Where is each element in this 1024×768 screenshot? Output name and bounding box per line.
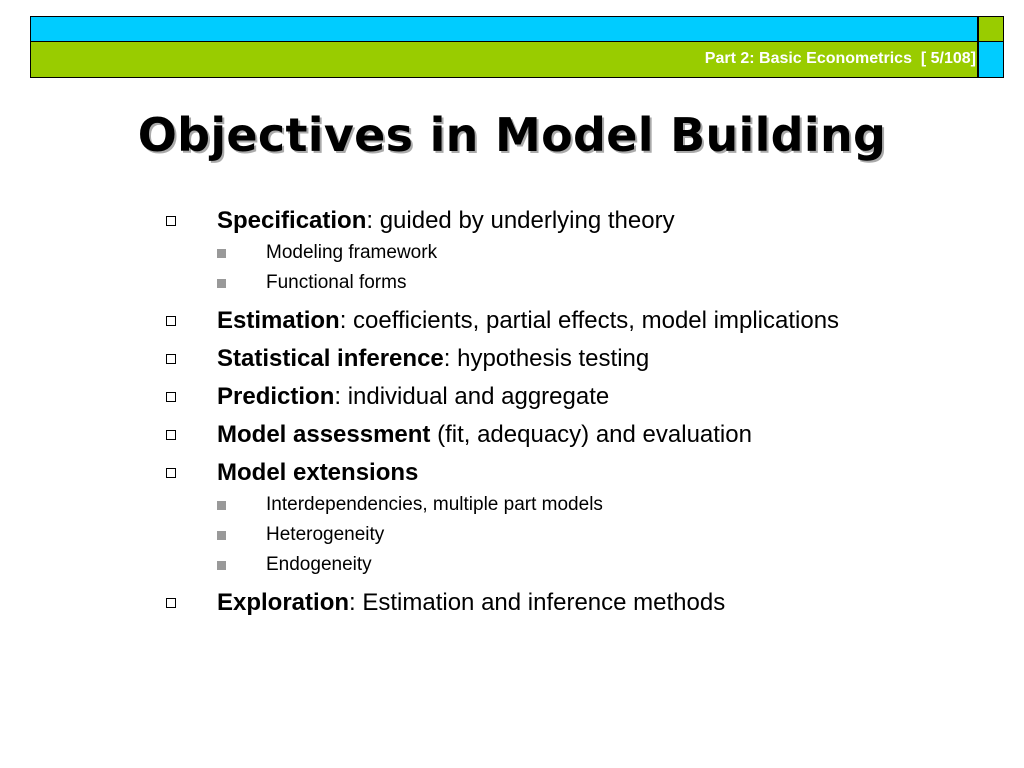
bullet-term: Prediction [217, 383, 335, 410]
bullet-term: Specification [217, 207, 367, 234]
bullet-text: : Estimation and inference methods [349, 589, 726, 616]
sub-bullet-text: Functional forms [266, 272, 407, 293]
filled-square-bullet-icon [217, 279, 226, 288]
bullet-item [160, 306, 960, 335]
bullet-term: Estimation [217, 307, 340, 334]
bullet-item [160, 588, 960, 617]
sub-bullet-text: Heterogeneity [266, 524, 385, 545]
hollow-square-bullet-icon [166, 430, 176, 440]
header-band-top [30, 16, 978, 42]
bullet-term: Model extensions [217, 459, 419, 486]
sub-bullet-list [160, 238, 960, 298]
hollow-square-bullet-icon [166, 354, 176, 364]
bullet-item [160, 344, 960, 373]
filled-square-bullet-icon [217, 561, 226, 570]
header-square-top [978, 16, 1004, 42]
bullet-item [160, 382, 960, 411]
sub-bullet-text: Endogeneity [266, 554, 372, 575]
sub-bullet-item [160, 550, 960, 580]
bullet-text: : guided by underlying theory [366, 207, 675, 234]
sub-bullet-item [160, 238, 960, 268]
bullet-text: : hypothesis testing [443, 345, 650, 372]
header-label: Part 2: Basic Econometrics [ 5/108] [704, 50, 976, 67]
bullet-item [160, 458, 960, 487]
bullet-text: : individual and aggregate [334, 383, 610, 410]
bullet-term: Exploration [217, 589, 350, 616]
bullet-list [160, 206, 960, 626]
sub-bullet-item [160, 490, 960, 520]
bullet-term: Model assessment [217, 421, 431, 448]
bullet-text: (fit, adequacy) and evaluation [430, 421, 752, 448]
sub-bullet-item [160, 520, 960, 550]
sub-bullet-list [160, 490, 960, 580]
sub-bullet-item [160, 268, 960, 298]
sub-bullet-text: Interdependencies, multiple part models [266, 494, 603, 515]
header-square-bottom [978, 42, 1004, 78]
hollow-square-bullet-icon [166, 316, 176, 326]
filled-square-bullet-icon [217, 531, 226, 540]
sub-bullet-text: Modeling framework [266, 242, 438, 263]
filled-square-bullet-icon [217, 249, 226, 258]
hollow-square-bullet-icon [166, 598, 176, 608]
bullet-text: : coefficients, partial effects, model implications [339, 307, 840, 334]
slide-title: Objectives in Model Building [137, 108, 887, 162]
bullet-item [160, 206, 960, 235]
hollow-square-bullet-icon [166, 468, 176, 478]
bullet-item [160, 420, 960, 449]
hollow-square-bullet-icon [166, 216, 176, 226]
filled-square-bullet-icon [217, 501, 226, 510]
bullet-term: Statistical inference [217, 345, 444, 372]
hollow-square-bullet-icon [166, 392, 176, 402]
